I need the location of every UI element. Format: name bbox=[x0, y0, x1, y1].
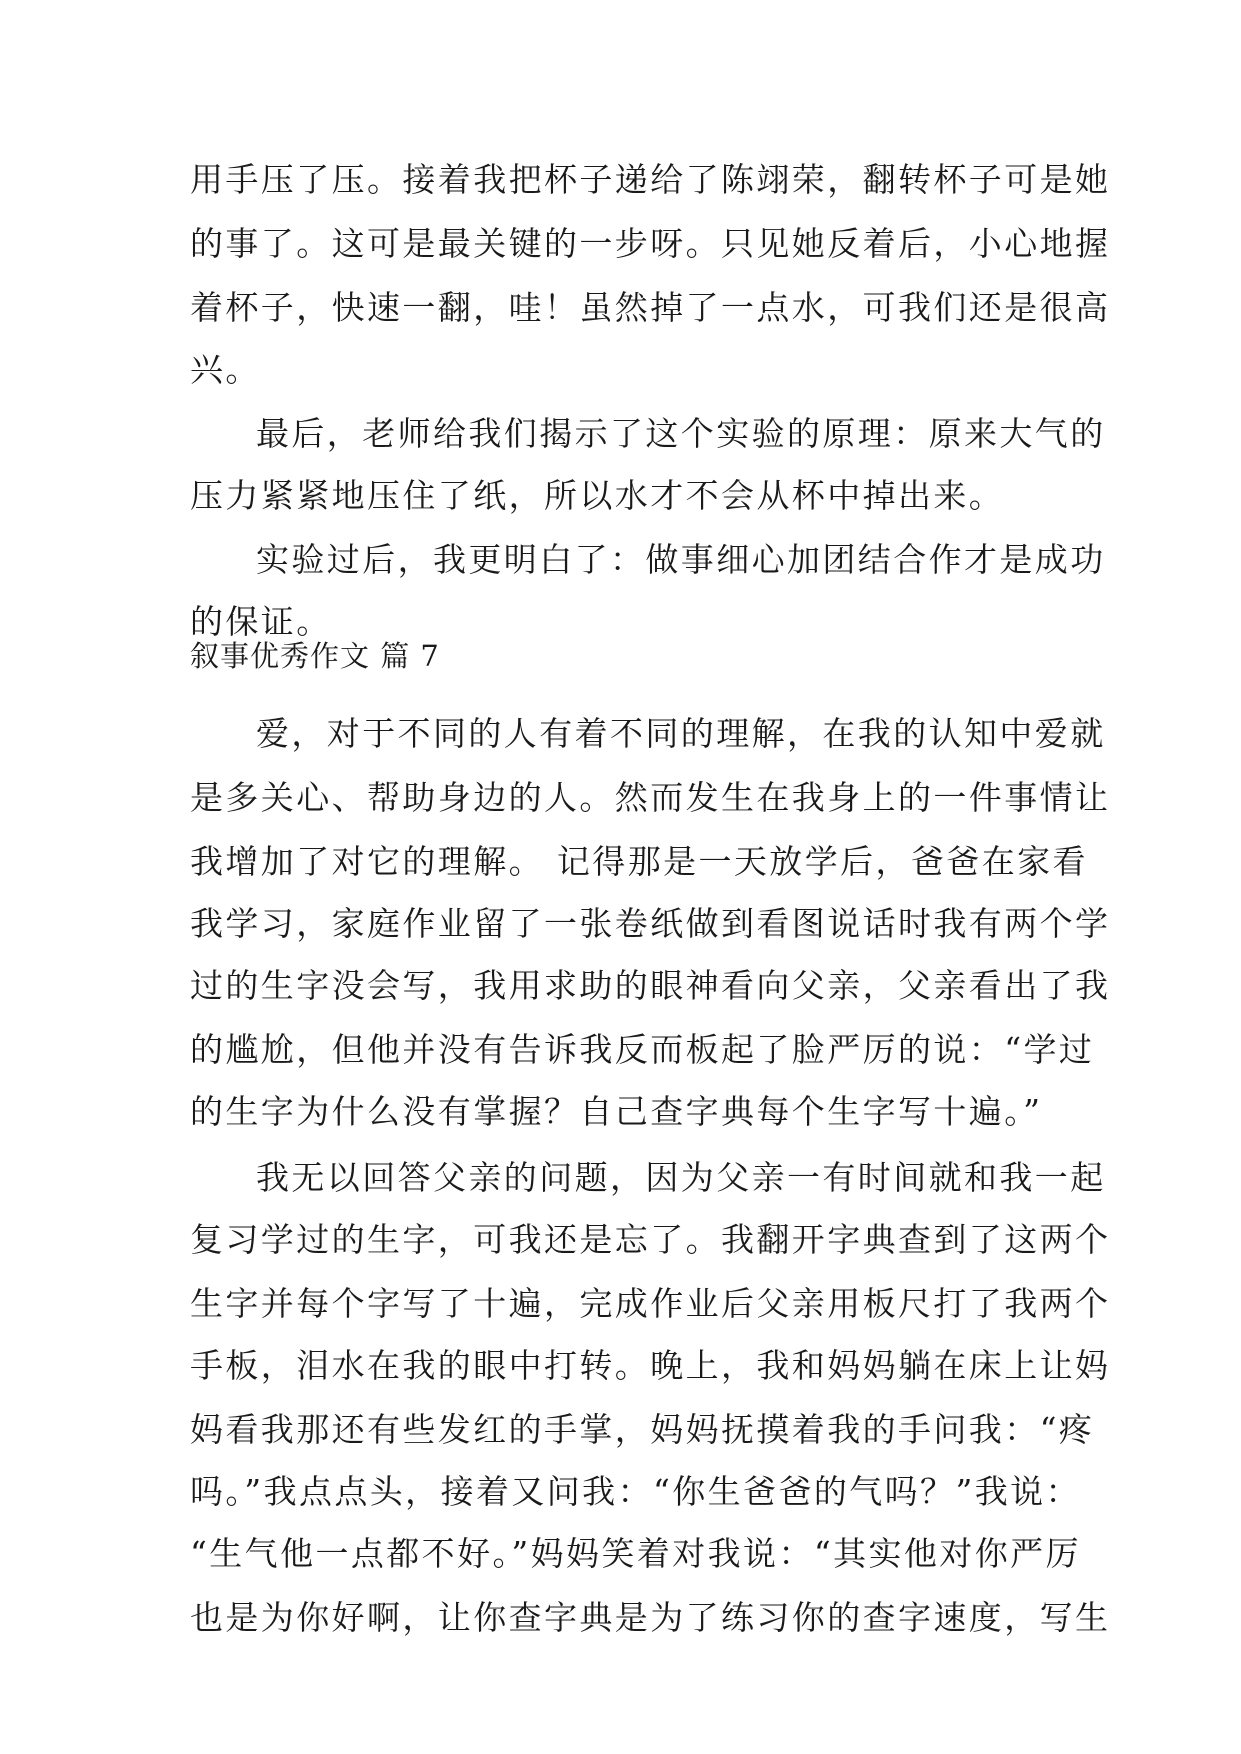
text-line: 我学习，家庭作业留了一张卷纸做到看图说话时我有两个学 bbox=[190, 904, 1111, 943]
text-line: 兴。 bbox=[190, 350, 261, 389]
text-line: 爱，对于不同的人有着不同的理解，在我的认知中爱就 bbox=[256, 714, 1106, 753]
text-line: 实验过后，我更明白了：做事细心加团结合作才是成功 bbox=[256, 540, 1106, 579]
text-line: “生气他一点都不好。”妈妈笑着对我说：“其实他对你严厉 bbox=[190, 1534, 1081, 1573]
section-heading: 叙事优秀作文 篇 7 bbox=[190, 639, 440, 673]
text-line: 妈看我那还有些发红的手掌，妈妈抚摸着我的手问我：“疼 bbox=[190, 1410, 1095, 1449]
text-line: 手板，泪水在我的眼中打转。晚上，我和妈妈躺在床上让妈 bbox=[190, 1346, 1111, 1385]
text-line: 也是为你好啊，让你查字典是为了练习你的查字速度，写生 bbox=[190, 1598, 1111, 1637]
text-line: 压力紧紧地压住了纸，所以水才不会从杯中掉出来。 bbox=[190, 476, 1005, 515]
text-line: 着杯子，快速一翻，哇！虽然掉了一点水，可我们还是很高 bbox=[190, 288, 1111, 327]
text-line: 过的生字没会写，我用求助的眼神看向父亲，父亲看出了我 bbox=[190, 966, 1111, 1005]
text-line: 的保证。 bbox=[190, 602, 332, 641]
text-line: 是多关心、帮助身边的人。然而发生在我身上的一件事情让 bbox=[190, 778, 1111, 817]
text-line: 用手压了压。接着我把杯子递给了陈翊荣，翻转杯子可是她 bbox=[190, 160, 1111, 199]
text-line: 吗。”我点点头，接着又问我：“你生爸爸的气吗？”我说： bbox=[190, 1472, 1081, 1511]
text-line: 的生字为什么没有掌握？自己查字典每个生字写十遍。” bbox=[190, 1092, 1043, 1131]
text-line: 最后，老师给我们揭示了这个实验的原理：原来大气的 bbox=[256, 414, 1106, 453]
text-line: 我无以回答父亲的问题，因为父亲一有时间就和我一起 bbox=[256, 1158, 1106, 1197]
text-line: 的尴尬，但他并没有告诉我反而板起了脸严厉的说：“学过 bbox=[190, 1030, 1095, 1069]
text-line: 生字并每个字写了十遍，完成作业后父亲用板尺打了我两个 bbox=[190, 1284, 1111, 1323]
text-line: 的事了。这可是最关键的一步呀。只见她反着后，小心地握 bbox=[190, 224, 1111, 263]
text-line: 复习学过的生字，可我还是忘了。我翻开字典查到了这两个 bbox=[190, 1220, 1111, 1259]
text-line: 我增加了对它的理解。 记得那是一天放学后，爸爸在家看 bbox=[190, 842, 1088, 881]
